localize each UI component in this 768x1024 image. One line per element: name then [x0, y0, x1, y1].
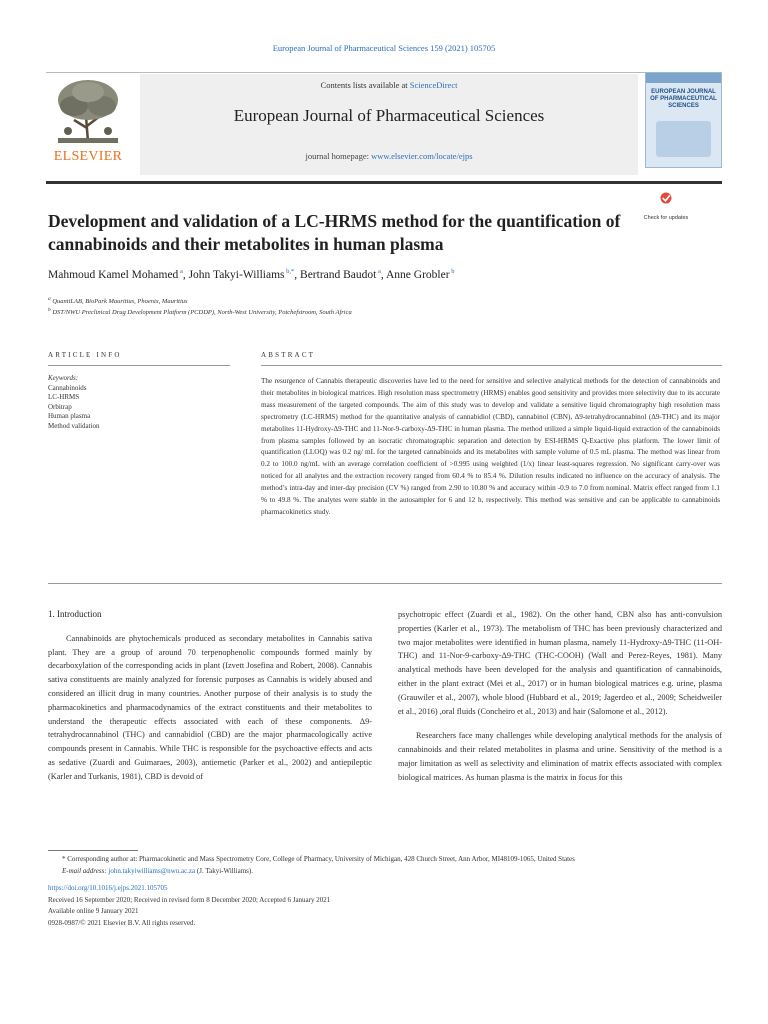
contents-line — [140, 80, 638, 90]
keyword-item: Human plasma — [48, 412, 91, 420]
keywords-label: Keywords: — [48, 374, 79, 382]
author-name[interactable]: John Takyi-Williams — [188, 268, 285, 281]
received-dates: Received 16 September 2020; Received in revised form 8 December 2020; Accepted 6 January 2021 — [48, 895, 331, 904]
copyright-line: 0928-0987/© 2021 Elsevier B.V. All rights reserved. — [48, 918, 196, 927]
author-affil-sup[interactable]: b — [451, 268, 455, 275]
author-name[interactable]: Bertrand Baudot — [300, 268, 377, 281]
body-column-left — [48, 608, 372, 784]
affiliation-text: QuantiLAB, BioPark Mauritius, Phoenix, Mauritius — [52, 298, 188, 306]
email-suffix: (J. Takyi-Williams). — [195, 866, 253, 875]
abstract-rule — [261, 365, 722, 366]
available-online: Available online 9 January 2021 — [48, 907, 139, 915]
sciencedirect-link[interactable]: ScienceDirect — [409, 80, 458, 90]
banner-bottom-rule — [46, 181, 722, 184]
keyword-item: LC-HRMS — [48, 393, 80, 401]
check-for-updates-icon[interactable] — [646, 192, 686, 214]
article-info-rule — [48, 365, 230, 366]
article-info-heading: ARTICLE INFO — [48, 351, 122, 359]
homepage-link[interactable]: www.elsevier.com/locate/ejps — [371, 151, 473, 161]
author-affil-sup[interactable]: b,* — [286, 268, 295, 275]
introduction-heading: 1. Introduction — [48, 609, 102, 619]
corresponding-author-footnote: * Corresponding author at: Pharmacokinetic and Mass Spectrometry Core, College of Pharmacy, University of Michigan, 428 Church Street, Ann Arbor, MI48109-1065, United States — [62, 855, 575, 863]
keywords-block — [48, 374, 228, 431]
affiliation-b — [48, 307, 728, 316]
author-affil-sup[interactable]: a — [377, 268, 381, 275]
abstract-text: The resurgence of Cannabis therapeutic discoveries have led to the need for sensitive and selective analytical methods for the detection of cannabinoids and their metabolites in biological matrices. High resolution mass spectrometry (HRMS) enables good sensitivity and provides more selectivity due to its accurate mass measurement of the targeted compounds. The aim of this study was to develop and validate a sensitive liquid chromatography high resolution mass spectrometry (LC-HRMS) method for the quantitative analysis of cannabidiol (CBD), cannabinol (CBN), Δ9-tetrahydrocannabinol (Δ9-THC) and its major metabolites 11-Hydroxy-Δ9-THC and 11-Nor-9-carboxy-Δ9-THC in human plasma. The method utilized a simple liquid-liquid extraction of the cannabinoids from plasma samples followed by an isocratic chromatographic separation and detection by ESI-HRMS Q-Exactive plus platform. The lower limit of quantification (LLOQ) was 0.2 ng/ mL for the targeted cannabinoids and its metabolites with sample volume of 0.5 mL plasma. The method was linear from 0.2 to 100.0 ng/mL with an average correlation coefficient of >0.995 using weighted (1/x) linear least-squares regression. No significant carry-over was noticed for all analytes and the extraction recovery ranged from 60.4 % to 85.4 %. Dilution results indicated no influence on the accuracy of analysis. The method’s intra-day and inter-day precision (CV %) ranged from 2.90 to 10.80 % and accuracy within -0.9 to 7.0 from nominal. Matrix effect ranged from 1.1 % to 49.8 %. The analytes were stable in the autosampler for 6 and 12 h, respectively. This method was sensitive and can be applicable to cannabinoids pharmacokinetics study. — [261, 377, 720, 516]
footnote-rule — [48, 850, 138, 851]
author-list: Mahmoud Kamel Mohamed $^a$, John Takyi-Williams $^{b,*}$, Bertrand Baudot $^a$, Anne Grobler $^b$ — [48, 268, 455, 281]
homepage-prefix: journal homepage: — [305, 151, 372, 161]
keyword-item: Orbitrap — [48, 402, 72, 411]
abstract-bottom-rule — [48, 583, 722, 584]
affiliation-text: DST/NWU Preclinical Drug Development Platform (PCDDP), North-West University, Potchefstroom, South Africa — [52, 309, 352, 317]
affiliation-sup: a — [48, 296, 51, 302]
article-title: Development and validation of a LC-HRMS method for the quantification of cannabinoids and their metabolites in human plasma — [48, 211, 621, 254]
journal-name: European Journal of Pharmaceutical Sciences — [233, 106, 545, 125]
journal-citation[interactable]: European Journal of Pharmaceutical Sciences 159 (2021) 105705 — [272, 43, 496, 53]
affiliation-sup: b — [48, 307, 51, 313]
email-label: E-mail address: — [62, 866, 109, 875]
cover-band — [646, 73, 721, 83]
abstract-heading: ABSTRACT — [261, 351, 316, 359]
body-column-right — [398, 608, 722, 785]
cover-title: EUROPEAN JOURNAL OF PHARMACEUTICAL SCIENCES — [650, 89, 717, 109]
publisher-name: ELSEVIER — [53, 149, 123, 164]
journal-cover-thumbnail[interactable] — [645, 72, 722, 168]
body-paragraph: Researchers face many challenges while developing analytical methods for the analysis of cannabinoids and their related metabolites in plasma and urine. Sensitivity of the method is a major limitation as well as selectivity and elimination of matrix effects associated with complex biological matrices. As human plasma is the matrix in focus for this — [398, 731, 722, 782]
author-affil-sup[interactable]: a — [179, 268, 183, 275]
banner-top-rule — [46, 72, 722, 73]
author-name[interactable]: Mahmoud Kamel Mohamed — [48, 268, 179, 281]
doi-link[interactable]: https://doi.org/10.1016/j.ejps.2021.105705 — [48, 884, 168, 892]
contents-prefix: Contents lists available at — [320, 80, 410, 90]
body-paragraph: psychotropic effect (Zuardi et al., 1982). On the other hand, CBN also has anti-convulsion properties (Karler et al., 1973). The metabolism of THC has been previously characterized and two major metabolites were identified in human plasma, namely 11-Hydroxy-Δ9-THC (11-OH-THC) and 11-Nor-9-carboxy-Δ9-THC (THC-COOH) (Wall and Perez-Reyes, 1981). Many analytical methods have been developed for the analysis and quantification of cannabinoids, either in the plant extract (Mei et al., 2017) or in human biological matrices e.g. urine, plasma (Grauwiler et al., 2007), whole blood (Hubbard et al., 2019; Jagerdeo et al., 2009; Scheidweiler et al., 2016) ,oral fluids (Concheiro et al., 2013) and hair (Salomone et al., 2012). — [398, 610, 722, 716]
author-name[interactable]: Anne Grobler — [386, 268, 450, 281]
check-for-updates-label[interactable]: Check for updates — [643, 215, 689, 221]
email-link[interactable]: john.takyiwilliams@nwu.ac.za — [108, 866, 196, 875]
keyword-item: Cannabinoids — [48, 383, 87, 392]
body-paragraph: Cannabinoids are phytochemicals produced as secondary metabolites in Cannabis sativa plant. They are a group of around 70 terpenophenolic compounds formed mainly by decarboxylation of the corresponding acids in plant (Izvett Josefina and Robert, 2008). Cannabis sativa constituents are mainly analyzed for forensic purposes as Cannabis is widely abused and considered an illicit drug in many countries. Another purpose of their analysis is to study the pharmacokinetics and pharmacodynamics of the extract constituents and their metabolites to understand the therapeutic effects associated with each of these components. Δ9-tetrahydrocannabinol (THC) and cannabidiol (CBD) are the major pharmacologically active compounds present in Cannabis. While THC is responsible for the psychoactive effects and acts as sedative (Zuardi and Guimaraes, 2003), antiemetic (Parker et al., 2002) and antiepileptic (Karler and Turkanis, 1981), CBD is devoid of — [48, 633, 372, 781]
keyword-item: Method validation — [48, 421, 100, 430]
homepage-line — [140, 151, 638, 161]
affiliation-a — [48, 296, 728, 305]
cover-artwork — [656, 121, 711, 157]
email-line — [48, 866, 722, 878]
footnotes — [48, 854, 722, 929]
